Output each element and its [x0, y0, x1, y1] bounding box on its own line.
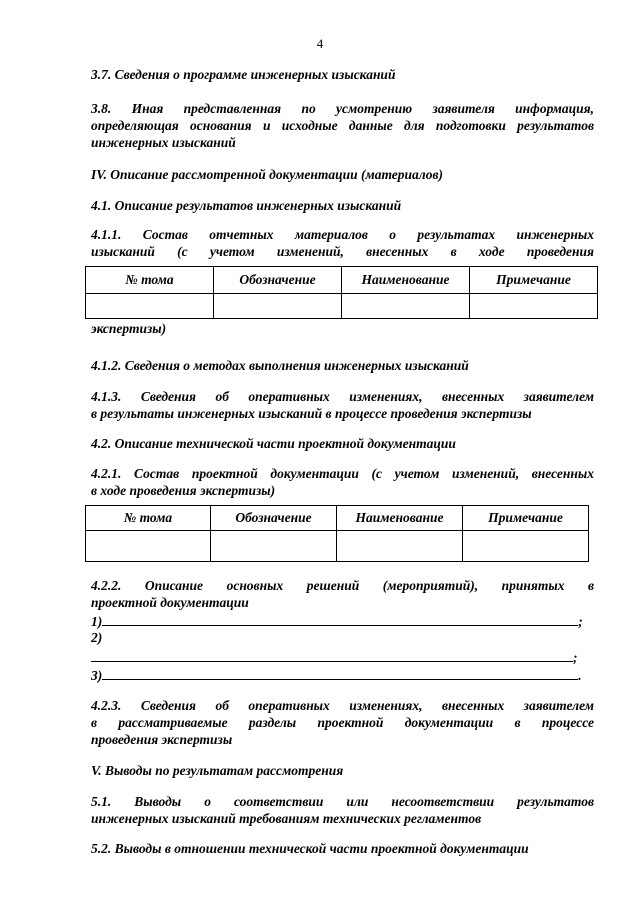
blank-line	[102, 612, 578, 626]
table-cell	[214, 294, 342, 319]
table-cell	[463, 531, 589, 562]
section-3-8-line-1: 3.8. Иная представленная по усмотрению заявителя информация,	[91, 101, 594, 116]
section-4-2: 4.2. Описание технической части проектной документации	[91, 436, 456, 451]
col-note: Примечание	[463, 506, 589, 531]
table-cell	[337, 531, 463, 562]
blank-line	[102, 666, 578, 680]
section-4-1-2: 4.1.2. Сведения о методах выполнения инженерных изысканий	[91, 358, 469, 373]
section-4-2-2-line-1: 4.2.2. Описание основных решений (мероприятий), принятых в	[91, 578, 594, 593]
col-note: Примечание	[470, 267, 598, 294]
list-item-end: .	[578, 668, 582, 683]
list-item-label: 3)	[91, 668, 103, 683]
col-name: Наименование	[337, 506, 463, 531]
section-3-8-line-2: определяющая основания и исходные данные для подготовки результатов	[91, 118, 594, 133]
col-volume-no: № тома	[86, 506, 211, 531]
list-item-label: 2)	[91, 630, 103, 645]
section-4-1-3-line-2: в результаты инженерных изысканий в процессе проведения экспертизы	[91, 406, 532, 421]
section-5-2: 5.2. Выводы в отношении технической части проектной документации	[91, 841, 529, 856]
section-4-1-3-line-1: 4.1.3. Сведения об оперативных изменениях, внесенных заявителем	[91, 389, 594, 404]
table-cell	[86, 294, 214, 319]
section-4-2-1-line-1: 4.2.1. Состав проектной документации (с учетом изменений, внесенных	[91, 466, 594, 481]
list-item-2	[91, 629, 594, 646]
section-4-1: 4.1. Описание результатов инженерных изысканий	[91, 198, 402, 213]
section-4-heading: IV. Описание рассмотренной документации (материалов)	[91, 167, 443, 182]
section-3-8-line-3: инженерных изысканий	[91, 135, 236, 150]
section-4-2-3-line-1: 4.2.3. Сведения об оперативных изменениях, внесенных заявителем	[91, 698, 594, 713]
col-designation: Обозначение	[214, 267, 342, 294]
list-item-2-continuation	[91, 648, 594, 666]
table-cell	[342, 294, 470, 319]
page-number: 4	[316, 36, 324, 51]
section-3-7: 3.7. Сведения о программе инженерных изысканий	[91, 67, 396, 82]
section-4-1-1-tail: экспертизы)	[91, 321, 167, 336]
section-4-2-2-line-2: проектной документации	[91, 595, 249, 610]
section-4-1-1-line-1: 4.1.1. Состав отчетных материалов о результатах инженерных	[91, 227, 594, 242]
section-4-2-3-line-3: проведения экспертизы	[91, 732, 233, 747]
table-cell	[86, 531, 211, 562]
col-name: Наименование	[342, 267, 470, 294]
section-5-heading: V. Выводы по результатам рассмотрения	[91, 763, 344, 778]
survey-materials-table	[85, 266, 598, 319]
section-4-2-3-line-2: в рассматриваемые разделы проектной документации в процессе	[91, 715, 594, 730]
section-4-2-1-line-2: в ходе проведения экспертизы)	[91, 483, 276, 498]
list-item-1	[91, 612, 594, 630]
table-header-row	[86, 506, 589, 531]
section-5-1-line-2: инженерных изысканий требованиям технических регламентов	[91, 811, 482, 826]
table-header-row	[86, 267, 598, 294]
section-4-1-1-line-2: изысканий (с учетом изменений, внесенных в ходе проведения	[91, 244, 594, 259]
table-row	[86, 294, 598, 319]
list-item-end: ;	[578, 614, 583, 629]
col-volume-no: № тома	[86, 267, 214, 294]
col-designation: Обозначение	[211, 506, 337, 531]
blank-line	[91, 648, 573, 662]
table-cell	[470, 294, 598, 319]
table-cell	[211, 531, 337, 562]
list-item-3	[91, 666, 594, 684]
table-row	[86, 531, 589, 562]
section-5-1-line-1: 5.1. Выводы о соответствии или несоответствии результатов	[91, 794, 594, 809]
project-docs-table	[85, 505, 589, 562]
list-item-label: 1)	[91, 614, 103, 629]
list-item-end: ;	[573, 650, 578, 665]
